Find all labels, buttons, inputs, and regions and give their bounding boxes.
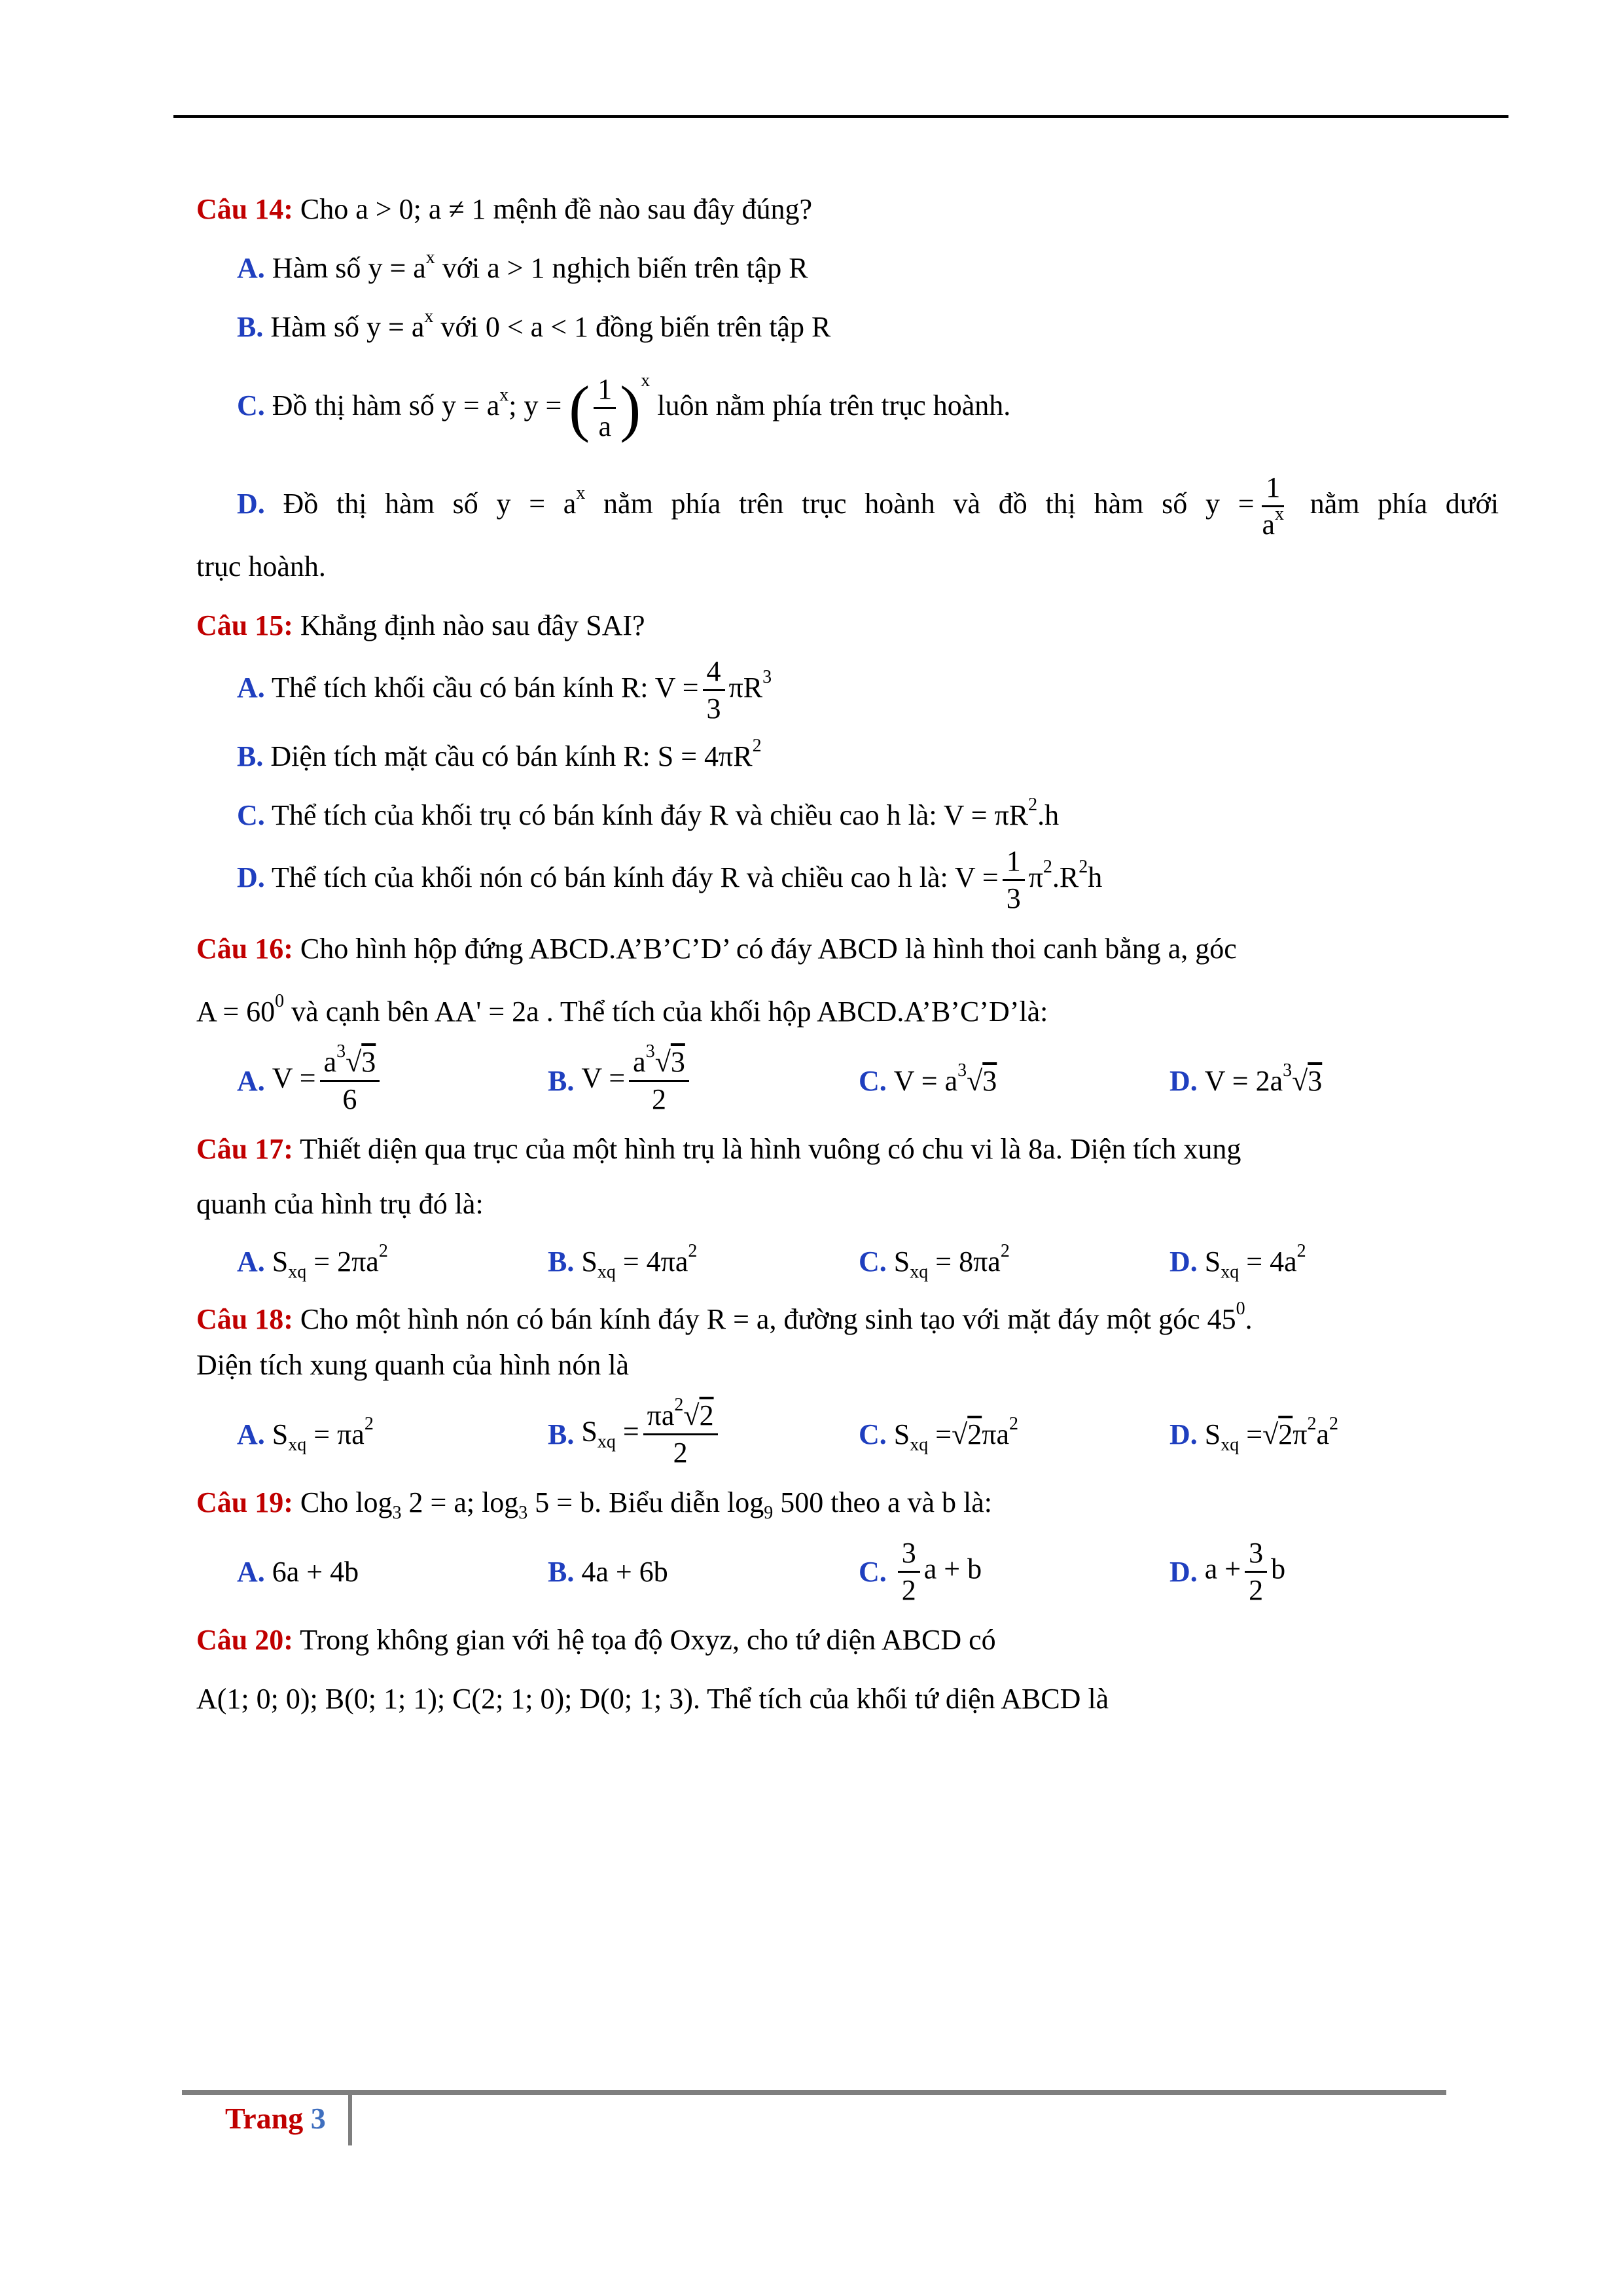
q14-d-label: D.: [237, 488, 265, 520]
q17-c-label: C.: [859, 1245, 887, 1278]
q18-c-m3: πa: [982, 1418, 1009, 1450]
q15-stem-text: Khẳng định nào sau đây SAI?: [300, 609, 645, 641]
q18-a-m1: S: [272, 1418, 289, 1450]
q19-stem-m3: 5 = b: [535, 1486, 595, 1518]
q16-stem1: Cho hình hộp đứng ABCD.A’B’C’D’ có đáy ABCD là hình thoi canh bằng a, góc: [300, 933, 1237, 965]
q14-c-math2: ; y =: [508, 389, 562, 422]
q19-option-d: [1169, 1535, 1480, 1608]
q14-label: Câu 14:: [196, 193, 293, 225]
q19-c-den: 2: [901, 1573, 916, 1606]
q19-stem-post: theo a và b là:: [830, 1486, 993, 1518]
q16-option-b: [548, 1041, 859, 1117]
q18-stem1-pre: Cho một hình nón có bán kính đáy: [300, 1303, 700, 1335]
q17-d-m2: = 4a: [1246, 1245, 1297, 1278]
q18-c-m1: S: [893, 1418, 910, 1450]
q18-d-sub: xq: [1221, 1434, 1240, 1455]
q16-option-c: C. $V = a^3√3$: [859, 1060, 997, 1097]
q16-d-m1: V = 2a: [1204, 1064, 1283, 1097]
q19-option-a: [237, 1555, 548, 1588]
q19-option-c: [859, 1535, 1169, 1608]
q18-stem1-mid: , đường sinh tạo với mặt đáy một góc: [769, 1303, 1200, 1335]
q18-d-sup2: 2: [1329, 1413, 1338, 1434]
q15-a-text: Thể tích khối cầu có bán kính R:: [272, 672, 649, 704]
q17-option-b: [548, 1240, 859, 1282]
q15-option-a: [237, 645, 1499, 730]
q15-a-m2: πR: [728, 672, 763, 704]
q15-stem: [196, 606, 1499, 645]
q17-stem-line1: [196, 1130, 1499, 1169]
q19-label: Câu 19:: [196, 1486, 293, 1518]
q19-d-m1: a +: [1204, 1552, 1241, 1585]
q16-stem-line2: [196, 992, 1499, 1031]
q18-stem-line1: [196, 1300, 1499, 1339]
q18-a-sup: 2: [364, 1413, 374, 1434]
question-14: [196, 190, 1499, 586]
q19-c-label: C.: [859, 1555, 887, 1588]
page-footer: [225, 2101, 326, 2136]
q16-b-m1: V =: [581, 1062, 626, 1094]
q17-b-m1: S: [581, 1245, 597, 1278]
q17-a-sub: xq: [288, 1261, 307, 1282]
q19-d-num: 3: [1245, 1535, 1267, 1573]
q18-stem-line2: Diện tích xung quanh của hình nón là: [196, 1349, 630, 1381]
question-16: [196, 929, 1499, 1130]
q19-d-den: 2: [1249, 1573, 1264, 1606]
question-20: [196, 1621, 1499, 1719]
q14-d-sup2: x: [1275, 504, 1285, 525]
q16-a-num: a: [323, 1045, 337, 1078]
q16-c-m1: V = a: [893, 1064, 958, 1097]
q18-d-sup1: 2: [1307, 1413, 1317, 1434]
q14-stem-pre: Cho: [300, 193, 349, 225]
q17-d-label: D.: [1169, 1245, 1198, 1278]
q20-coordinates: A(1; 0; 0); B(0; 1; 1); C(2; 1; 0); D(0; 1; 3): [196, 1683, 693, 1715]
q20-label: Câu 20:: [196, 1624, 293, 1656]
q19-stem-m2: 2 = a; log: [408, 1486, 519, 1518]
q19-option-b: [548, 1555, 859, 1588]
q17-b-sup: 2: [688, 1240, 698, 1261]
q14-stem: [196, 190, 1499, 229]
q17-stem1: Thiết diện qua trục của một hình trụ là hình vuông có chu vi là 8a. Diện tích xung: [300, 1133, 1241, 1165]
footer-rule: [182, 2090, 1446, 2095]
q18-b-fraction: $\frac{\pi a^2√2}{2}$: [643, 1398, 718, 1471]
q18-stem1-m2: 45: [1207, 1303, 1236, 1335]
q18-b-numsup: 2: [674, 1394, 684, 1415]
footer-label: Trang: [225, 2102, 304, 2135]
q17-label: Câu 17:: [196, 1133, 293, 1165]
q14-c-math1: y = a: [441, 389, 500, 422]
q18-d-m4: a: [1316, 1418, 1329, 1450]
page-number: 3: [310, 2102, 326, 2135]
q15-a-fraction: [703, 654, 725, 726]
q14-b-post: đồng biến trên tập R: [596, 311, 831, 343]
q14-c-post: luôn nằm phía trên trục hoành.: [657, 389, 1011, 422]
q18-b-m1: S: [581, 1415, 597, 1448]
q17-b-label: B.: [548, 1245, 575, 1278]
q19-stem-pre: Cho: [300, 1486, 349, 1518]
q18-stem1-sup: 0: [1236, 1299, 1245, 1319]
q16-d-label: D.: [1169, 1064, 1198, 1097]
q14-d-num: 1: [1262, 470, 1284, 507]
q17-c-sub: xq: [910, 1261, 929, 1282]
q16-b-num: a: [633, 1045, 646, 1078]
q15-a-m1: V =: [654, 672, 699, 704]
q16-stem2-m1: A = 60: [196, 996, 276, 1028]
q18-option-c: C. $S_{xq} =√2\pi a^2$: [859, 1413, 1018, 1455]
q18-c-sub: xq: [910, 1434, 929, 1455]
q14-option-c: C. Đồ thị hàm số $y = a^x$; y = ( $\frac{1}{a}$ )$^x$ luôn nằm phía trên trục hoành.: [237, 367, 1499, 445]
q18-d-m2: =: [1246, 1418, 1263, 1450]
q17-b-sub: xq: [597, 1261, 616, 1282]
q18-b-den: 2: [673, 1436, 688, 1469]
q14-option-b: [237, 308, 1499, 347]
q18-option-a: [237, 1413, 548, 1455]
q15-a-num: 4: [703, 654, 725, 691]
q17-options: [237, 1232, 1499, 1291]
q14-stem-math: a > 0; a ≠ 1: [355, 193, 486, 225]
q16-b-label: B.: [548, 1064, 575, 1097]
q15-b-m1: S = 4πR: [657, 740, 753, 772]
q18-d-m1: S: [1204, 1418, 1221, 1450]
q19-d-fraction: [1245, 1535, 1267, 1608]
q14-a-mid: với: [442, 252, 480, 284]
q16-d-root: 3: [1308, 1064, 1323, 1097]
q17-c-m2: = 8πa: [935, 1245, 1001, 1278]
q19-stem-mid: . Biểu diễn: [594, 1486, 720, 1518]
q19-a-math: 6a + 4b: [272, 1555, 359, 1588]
q14-d-den: a: [1262, 509, 1275, 541]
q14-c-sup1: x: [499, 385, 509, 405]
q15-d-den: 3: [1006, 882, 1021, 915]
q18-option-b: [548, 1394, 859, 1471]
q15-c-label: C.: [237, 799, 265, 831]
q17-a-label: A.: [237, 1245, 265, 1278]
question-17: [196, 1130, 1499, 1291]
q14-c-label: C.: [237, 389, 265, 422]
q15-option-c: [237, 796, 1499, 835]
q16-c-root: 3: [982, 1064, 997, 1097]
q18-d-label: D.: [1169, 1418, 1198, 1450]
q17-a-m1: S: [272, 1245, 289, 1278]
q19-d-m2: b: [1271, 1552, 1286, 1585]
q14-d-fraction: [1258, 470, 1289, 543]
q18-label: Câu 18:: [196, 1303, 293, 1335]
q14-stem-post: mệnh đề nào sau đây đúng?: [493, 193, 813, 225]
q17-d-sup: 2: [1296, 1240, 1306, 1261]
q14-b-label: B.: [237, 311, 264, 343]
q18-b-m2: =: [622, 1415, 639, 1448]
q15-label: Câu 15:: [196, 609, 293, 641]
q15-c-m1: V = πR: [943, 799, 1029, 831]
q14-b-math2: 0 < a < 1: [485, 311, 589, 343]
q19-d-label: D.: [1169, 1555, 1198, 1588]
q16-stem2-sup: 0: [275, 991, 285, 1011]
q17-a-m2: = 2πa: [313, 1245, 379, 1278]
q14-a-pre: Hàm số: [272, 252, 361, 284]
q17-option-c: [859, 1240, 1169, 1282]
footer-divider: [348, 2094, 352, 2145]
q19-c-math: a + b: [923, 1552, 982, 1585]
q14-c-sup2: x: [641, 370, 651, 391]
q16-a-label: A.: [237, 1064, 265, 1097]
q19-stem-sub2: 3: [518, 1503, 528, 1523]
q17-stem-line2: quanh của hình trụ đó là:: [196, 1188, 484, 1220]
q15-d-m3: .R: [1052, 861, 1079, 893]
q15-c-text: Thể tích của khối trụ có bán kính đáy R và chiều cao h là:: [272, 799, 937, 831]
q17-a-sup: 2: [378, 1240, 388, 1261]
q19-c-fraction: [898, 1535, 920, 1608]
q16-option-d: D. $V = 2a^3√3$: [1169, 1060, 1323, 1097]
q15-d-text: Thể tích của khối nón có bán kính đáy R và chiều cao h là:: [272, 861, 948, 893]
q15-b-label: B.: [237, 740, 264, 772]
q18-stem1-post: .: [1245, 1303, 1253, 1335]
q14-d-mid: nằm phía trên trục hoành và đồ thị hàm số: [603, 488, 1188, 520]
q20-stem1: Trong không gian với hệ tọa độ Oxyz, cho tứ diện ABCD có: [300, 1624, 996, 1656]
q15-a-den: 3: [706, 692, 721, 725]
q16-b-den: 2: [652, 1083, 666, 1115]
q18-c-sup: 2: [1009, 1413, 1018, 1434]
q14-c-num: 1: [594, 372, 616, 409]
question-18: [196, 1300, 1499, 1483]
q15-d-m1: V =: [954, 861, 999, 893]
q15-b-text: Diện tích mặt cầu có bán kính R:: [270, 740, 651, 772]
q18-option-d: D. $S_{xq} =√2\pi^2a^2$: [1169, 1413, 1338, 1455]
q18-b-root: 2: [699, 1399, 714, 1431]
q15-d-fraction: [1003, 844, 1025, 916]
q14-d-math2: y =: [1205, 488, 1255, 520]
q14-option-a: [237, 249, 1499, 288]
page-content: [196, 190, 1499, 1719]
question-19: [196, 1483, 1499, 1621]
q18-c-label: C.: [859, 1418, 887, 1450]
q20-stem-line1: [196, 1621, 1499, 1660]
q14-d-pre: Đồ thị hàm số: [283, 488, 478, 520]
q16-stem-line1: [196, 929, 1499, 969]
q14-b-sup: x: [424, 306, 434, 327]
question-15: [196, 606, 1499, 920]
q17-d-sub: xq: [1221, 1261, 1240, 1282]
q18-options: [237, 1385, 1499, 1483]
q18-b-num: πa: [647, 1399, 675, 1431]
q17-b-m2: = 4πa: [622, 1245, 688, 1278]
q18-stem1-m1: R = a: [706, 1303, 770, 1335]
q16-c-label: C.: [859, 1064, 887, 1097]
q17-option-a: [237, 1240, 548, 1282]
q18-c-m2: =: [935, 1418, 952, 1450]
q19-stem-sub3: 9: [764, 1503, 774, 1523]
q14-d-continuation: trục hoành.: [196, 550, 326, 583]
q18-a-sub: xq: [288, 1434, 307, 1455]
q15-b-sup: 2: [752, 736, 762, 756]
q14-b-mid: với: [440, 311, 478, 343]
q18-c-root: 2: [967, 1418, 982, 1450]
q19-stem-m1: log: [355, 1486, 393, 1518]
q14-c-den: a: [598, 410, 612, 443]
q15-d-sup2: 2: [1079, 857, 1088, 877]
q14-c-pre: Đồ thị hàm số: [272, 389, 435, 422]
q15-c-sup: 2: [1028, 795, 1038, 815]
q14-b-math1: y = a: [366, 311, 425, 343]
q15-d-m4: h: [1088, 861, 1103, 893]
q16-label: Câu 16:: [196, 933, 293, 965]
q16-a-m1: V =: [272, 1062, 316, 1094]
q14-a-label: A.: [237, 252, 265, 284]
q18-a-m2: = πa: [313, 1418, 365, 1450]
q15-a-label: A.: [237, 672, 265, 704]
q16-c-sup: 3: [957, 1060, 967, 1081]
q14-a-sup: x: [425, 247, 435, 268]
q16-stem2-t1: và cạnh bên: [291, 996, 429, 1028]
q15-a-sup: 3: [762, 667, 772, 687]
q16-a-den: 6: [342, 1083, 357, 1115]
q14-a-math2: a > 1: [487, 252, 545, 284]
q15-c-m2: .h: [1037, 799, 1060, 831]
q16-a-root: 3: [361, 1045, 376, 1078]
q15-d-m2: π: [1028, 861, 1043, 893]
q15-option-d: [237, 835, 1499, 920]
q15-d-label: D.: [237, 861, 265, 893]
q19-stem-sub1: 3: [392, 1503, 402, 1523]
q19-b-label: B.: [548, 1555, 575, 1588]
q14-a-math1: y = a: [368, 252, 426, 284]
q16-d-sup: 3: [1283, 1060, 1293, 1081]
q14-b-pre: Hàm số: [270, 311, 360, 343]
q15-d-sup1: 2: [1043, 857, 1052, 877]
q15-d-num: 1: [1003, 844, 1025, 881]
q18-b-label: B.: [548, 1418, 575, 1450]
q20-stem-line2: [196, 1679, 1499, 1719]
q17-c-m1: S: [893, 1245, 910, 1278]
q17-option-d: [1169, 1240, 1480, 1282]
q17-c-sup: 2: [1000, 1240, 1010, 1261]
q16-b-numsup: 3: [645, 1041, 655, 1062]
q16-stem2-m2: AA' = 2a: [434, 996, 539, 1028]
q18-a-label: A.: [237, 1418, 265, 1450]
q18-b-sub: xq: [597, 1431, 616, 1452]
q14-a-post: nghịch biến trên tập R: [552, 252, 808, 284]
q14-c-fraction: [594, 372, 616, 444]
q18-d-m3: π: [1293, 1418, 1308, 1450]
q19-stem: [196, 1483, 1499, 1522]
q19-a-label: A.: [237, 1555, 265, 1588]
q20-stem2-post: . Thể tích của khối tứ diện ABCD là: [692, 1683, 1109, 1715]
q16-b-fraction: $\frac{a^3√3}{2}$: [629, 1045, 689, 1117]
q15-option-b: [237, 737, 1499, 776]
q14-d-sup1: x: [576, 483, 586, 503]
q19-options: [237, 1522, 1499, 1621]
q16-a-numsup: 3: [336, 1041, 346, 1062]
q19-stem-m5: 500: [780, 1486, 824, 1518]
top-rule: [173, 115, 1508, 118]
q14-d-post: nằm phía dưới: [1310, 488, 1499, 520]
q16-stem2-t2: . Thể tích của khối hộp ABCD.A’B’C’D’là:: [546, 996, 1048, 1028]
q19-c-num: 3: [898, 1535, 920, 1573]
q19-b-math: 4a + 6b: [581, 1555, 668, 1588]
q16-a-fraction: $\frac{a^3√3}{6}$: [320, 1045, 380, 1117]
q14-option-d: [237, 465, 1499, 543]
q19-stem-m4: log: [726, 1486, 764, 1518]
q16-b-root: 3: [670, 1045, 685, 1078]
q17-d-m1: S: [1204, 1245, 1221, 1278]
q14-d-math1: y = a: [496, 488, 577, 520]
q16-option-a: [237, 1041, 548, 1117]
q16-options: [237, 1031, 1499, 1130]
q18-d-root: 2: [1278, 1418, 1293, 1450]
